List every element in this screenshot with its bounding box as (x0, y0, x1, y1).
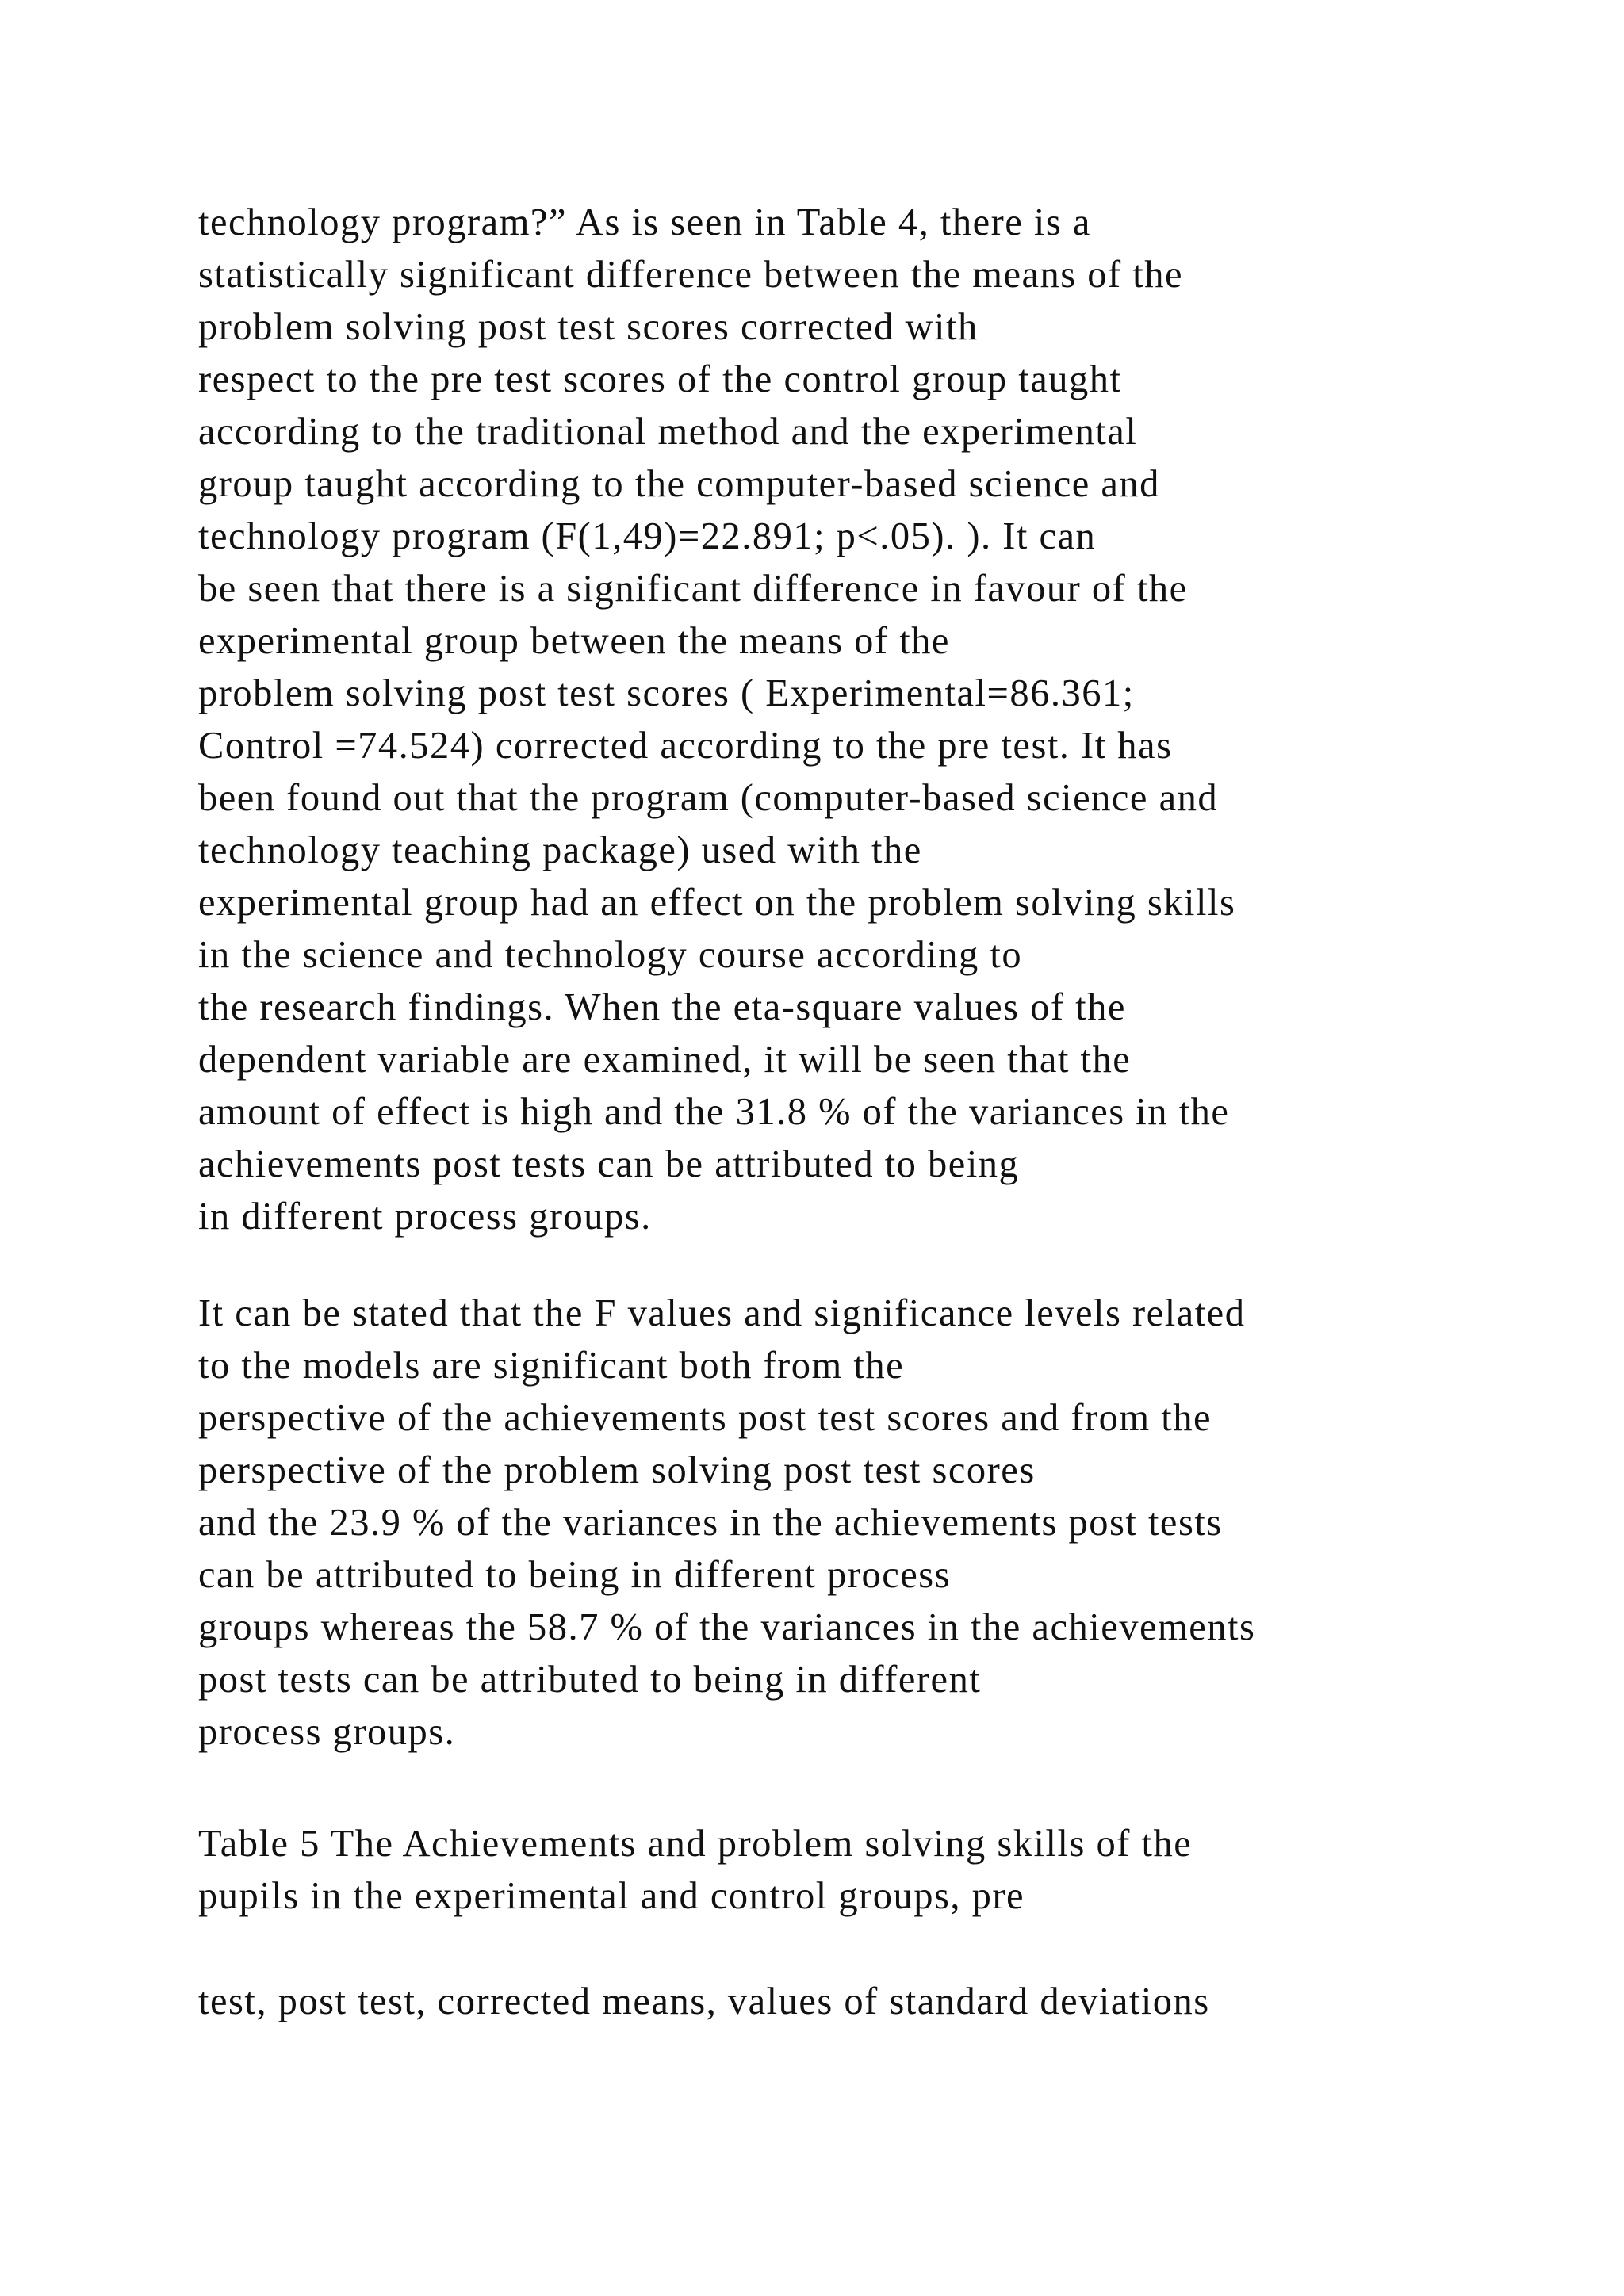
text-line: technology program (F(1,49)=22.891; p<.05). ). It can (198, 515, 1097, 557)
text-line: problem solving post test scores ( Experimental=86.361; (198, 672, 1135, 714)
text-line: been found out that the program (computer-based science and (198, 777, 1219, 819)
text-line: perspective of the problem solving post test scores (198, 1449, 1036, 1491)
text-line: can be attributed to being in different process (198, 1554, 952, 1596)
text-line: problem solving post test scores corrected with (198, 306, 979, 348)
text-line: in different process groups. (198, 1196, 652, 1238)
text-line: groups whereas the 58.7 % of the variances in the achievements (198, 1606, 1256, 1648)
text-line: experimental group had an effect on the problem solving skills (198, 882, 1236, 924)
text-line: technology teaching package) used with the (198, 829, 922, 871)
text-line: dependent variable are examined, it will be seen that the (198, 1039, 1132, 1081)
text-line: be seen that there is a significant difference in favour of the (198, 568, 1188, 610)
text-line: perspective of the achievements post test scores and from the (198, 1397, 1212, 1439)
text-line: achievements post tests can be attributed to being (198, 1143, 1020, 1185)
text-line: in the science and technology course according to (198, 934, 1023, 976)
paragraph-f-values (198, 1288, 1546, 1758)
text-line: statistically significant difference between the means of the (198, 254, 1184, 296)
text-line: test, post test, corrected means, values of standard deviations (198, 1980, 1210, 2022)
text-line: according to the traditional method and the experimental (198, 411, 1138, 453)
paragraph-results-problem-solving (198, 197, 1546, 1243)
text-line: process groups. (198, 1711, 456, 1753)
text-line: technology program?” As is seen in Table 4, there is a (198, 201, 1091, 243)
table-caption (198, 1818, 1546, 1923)
text-line: experimental group between the means of the (198, 620, 950, 662)
text-line: to the models are significant both from the (198, 1345, 905, 1387)
table-caption-continuation (198, 1976, 1546, 2028)
text-line: respect to the pre test scores of the control group taught (198, 358, 1122, 400)
text-line: the research findings. When the eta-square values of the (198, 986, 1126, 1028)
text-line: amount of effect is high and the 31.8 % of the variances in the (198, 1091, 1230, 1133)
text-line: pupils in the experimental and control groups, pre (198, 1875, 1025, 1917)
text-line: Control =74.524) corrected according to the pre test. It has (198, 725, 1173, 767)
text-line: group taught according to the computer-based science and (198, 463, 1160, 505)
text-line: and the 23.9 % of the variances in the achievements post tests (198, 1502, 1223, 1544)
text-line: It can be stated that the F values and significance levels related (198, 1292, 1246, 1334)
text-line: Table 5 The Achievements and problem solving skills of the (198, 1823, 1193, 1865)
text-line: post tests can be attributed to being in different (198, 1659, 982, 1701)
